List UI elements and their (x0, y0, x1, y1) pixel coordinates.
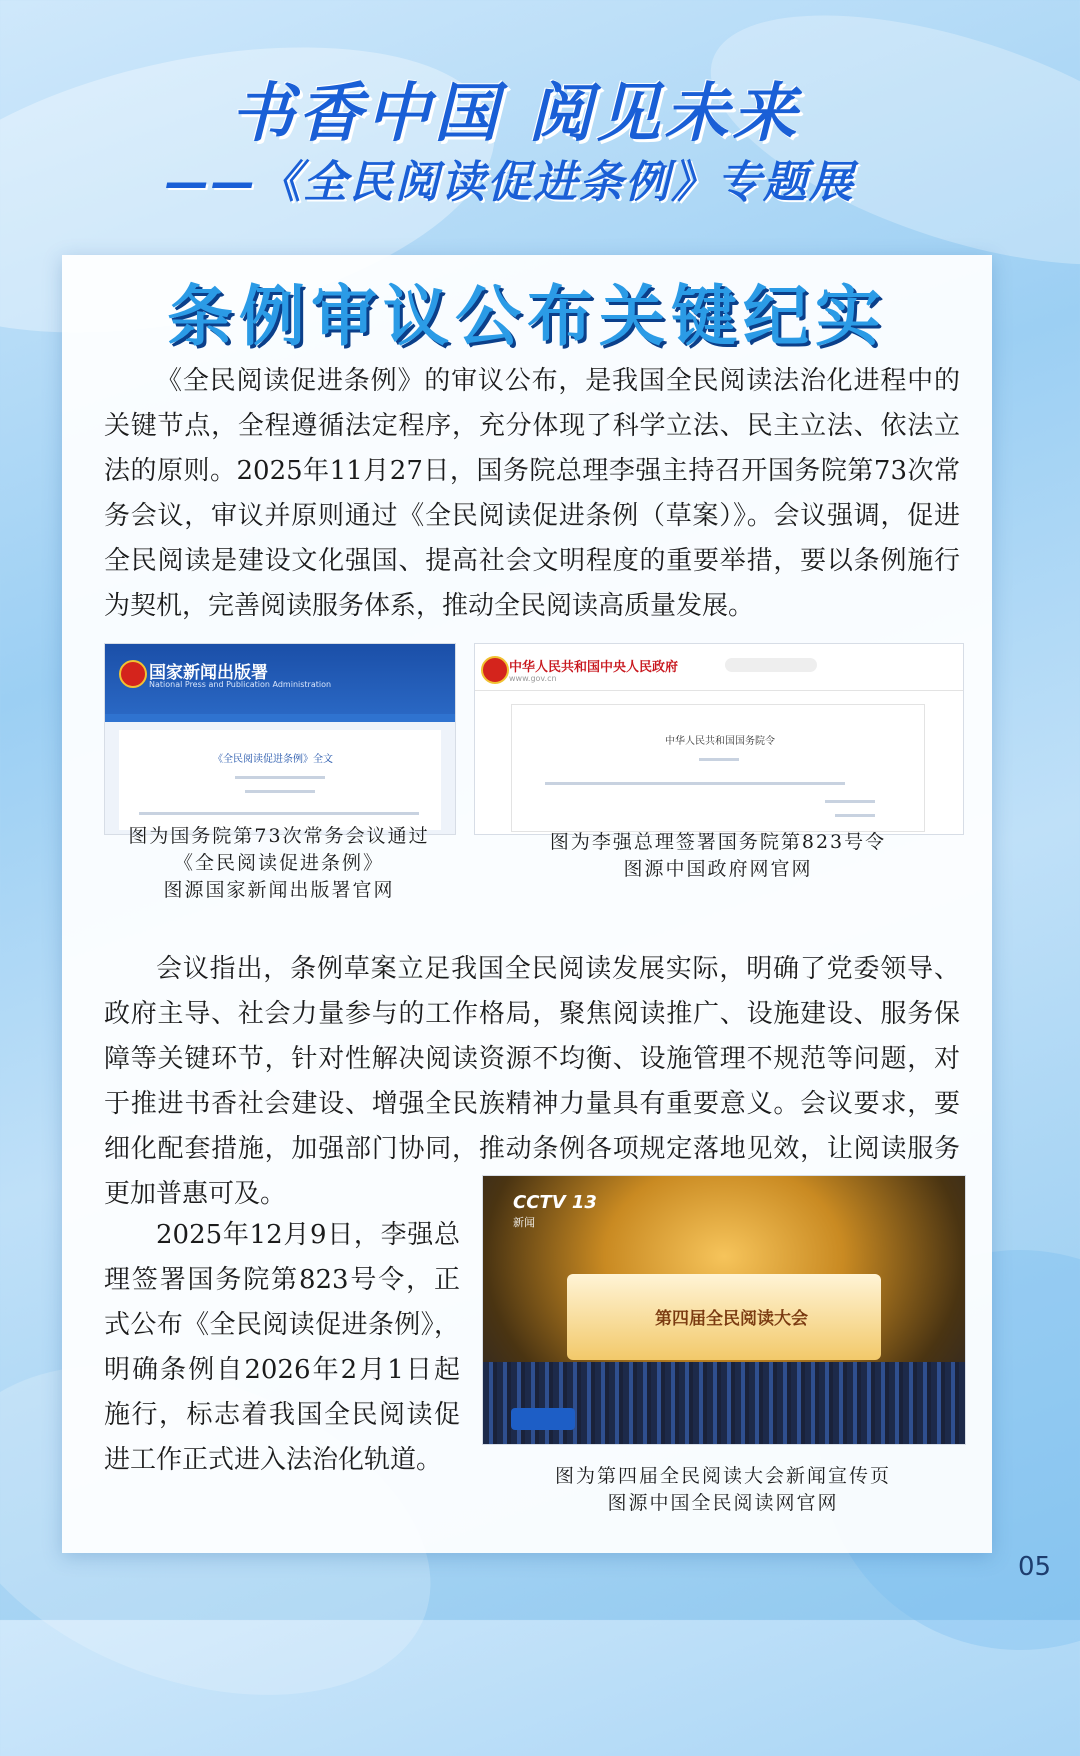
text-line (825, 800, 875, 803)
caption-line: 图源中国政府网官网 (623, 858, 813, 880)
nppa-doc-title: 《全民阅读促进条例》全文 (213, 754, 333, 765)
nppa-site-name: 国家新闻出版署 (149, 663, 268, 683)
caption-line: 图为李强总理签署国务院第823号令 (549, 831, 887, 853)
govcn-site-name: 中华人民共和国中央人民政府 (509, 660, 679, 675)
nppa-doc-panel (119, 730, 441, 830)
page-number: 05 (1018, 1552, 1052, 1582)
paragraph-intro: 《全民阅读促进条例》的审议公布，是我国全民阅读法治化进程中的关键节点，全程遵循法定程序，充分体现了科学立法、民主立法、依法立法的原则。2025年11月27日，国务院总理李强主持召开国务院第73次常务会议，审议并原则通过《全民阅读促进条例（草案）》。会议强调，促进全民阅读是建设文化强国、提高社会文明程度的重要举措，要以条例施行为契机，完善阅读服务体系，推动全民阅读高质量发展。 (104, 366, 960, 621)
paragraph-decree: 2025年12月9日，李强总理签署国务院第823号令，正式公布《全民阅读促进条例》，明确条例自2026年2月1日起施行，标志着我国全民阅读促进工作正式进入法治化轨道。 (104, 1220, 460, 1475)
nppa-nav-bar (105, 714, 455, 722)
content-card (62, 255, 992, 1553)
nppa-site-name-en: National Press and Publication Administration (149, 680, 332, 689)
nppa-website-screenshot (104, 643, 456, 835)
govcn-divider (475, 690, 963, 691)
text-line (545, 782, 845, 785)
paragraph-meeting: 会议指出，条例草案立足我国全民阅读发展实际，明确了党委领导、政府主导、社会力量参与的工作格局，聚焦阅读推广、设施建设、服务保障等关键环节，针对性解决阅读资源不均衡、设施管理不规范等问题，对于推进书香社会建设、增强全民族精神力量具有重要意义。会议要求，要细化配套措施，加强部门协同，推动条例各项规定落地见效，让阅读服务更加普惠可及。 (104, 954, 960, 1209)
caption-line: 图为第四届全民阅读大会新闻宣传页 (554, 1465, 891, 1487)
caption-govcn (474, 829, 962, 883)
reading-conference-photo (482, 1175, 966, 1445)
caption-line: 图为国务院第73次常务会议通过 (128, 825, 430, 847)
govcn-website-screenshot (474, 643, 964, 835)
text-line (139, 812, 419, 815)
text-line (245, 790, 315, 793)
exhibition-title: 书香中国 阅见未来 (230, 77, 801, 151)
caption-line: 《全民阅读促进条例》 (173, 852, 384, 874)
caption-nppa (104, 823, 454, 904)
caption-line: 图源中国全民阅读网官网 (607, 1492, 839, 1514)
text-line (235, 776, 325, 779)
national-emblem-icon (119, 660, 147, 688)
section-title: 条例审议公布关键纪实 (167, 278, 887, 355)
news-program-badge (511, 1408, 575, 1430)
cctv-logo: CCTV 13 (513, 1192, 597, 1213)
govcn-doc-title: 中华人民共和国国务院令 (665, 736, 775, 747)
govcn-doc-panel (511, 704, 925, 832)
text-line (835, 814, 875, 817)
govcn-search-box (725, 658, 817, 672)
exhibition-subtitle: ——《全民阅读促进条例》专题展 (165, 157, 855, 208)
caption-line: 图源国家新闻出版署官网 (163, 879, 395, 901)
govcn-site-url: www.gov.cn (509, 674, 557, 683)
conference-stage-title: 第四届全民阅读大会 (655, 1309, 808, 1329)
text-line (699, 758, 739, 761)
cctv-channel-label: 新闻 (513, 1216, 535, 1229)
national-emblem-icon (481, 656, 509, 684)
caption-conference (482, 1463, 964, 1517)
conference-audience (483, 1362, 965, 1444)
